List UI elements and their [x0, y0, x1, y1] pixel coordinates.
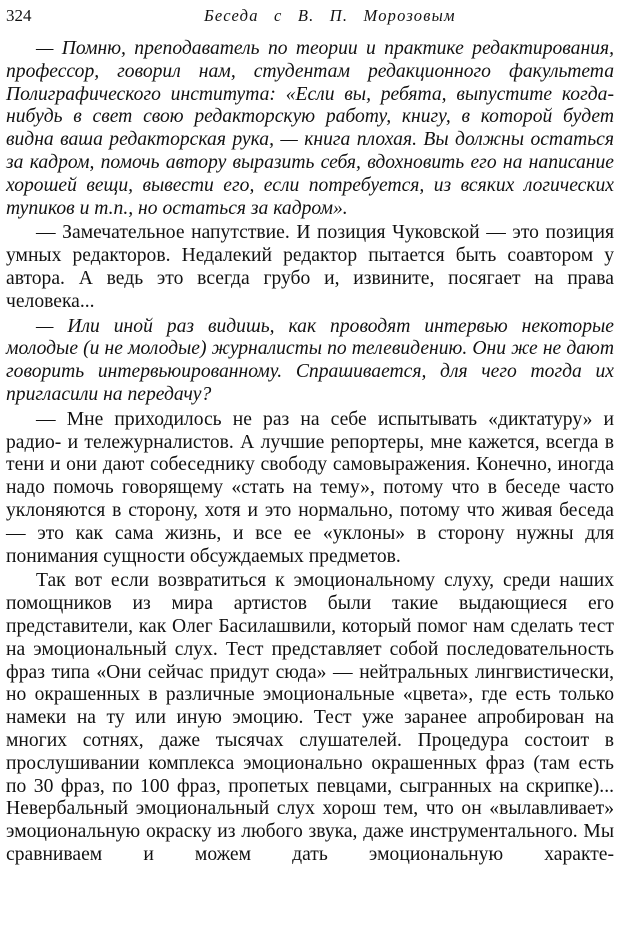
paragraph-question-1: — Помню, преподаватель по теории и практике редактирования, профессор, говорил нам, студентам редакционного факультета Полиграфического института: «Если вы, ребята, выпустите когда-нибудь в свет свою редакторскую работу, книгу, в которой будет видна ваша редакторская рука, — книга плохая. Вы должны остаться за кадром, помочь автору выразить себя, вдохновить его на написание хорошей вещи, вывести его, если потребуется, из всяких логических тупиков и т.п., но остаться за кадром».	[6, 38, 614, 219]
paragraph-answer-2: — Мне приходилось не раз на себе испытывать «диктатуру» и радио- и тележурналистов. А лучшие репортеры, мне кажется, всегда в тени и они дают собеседнику свободу самовыражения. Конечно, иногда надо помочь говорящему «стать на тему», потому что в беседе часто уклоняются в сторону, хотя и это нормально, потому что живая беседа — это как сама жизнь, и все ее «уклоны» в сторону нужны для понимания сущности обсуждаемых предметов.	[6, 408, 614, 567]
page-number: 324	[6, 6, 32, 25]
page-header	[6, 0, 614, 30]
paragraph-answer-3: Так вот если возвратиться к эмоциональному слуху, среди наших помощников из мира артистов были такие выдающиеся его представители, как Олег Басилашвили, который помог нам сделать тест на эмоциональный слух. Тест представляет собой последовательность фраз типа «Они сейчас придут сюда» — нейтральных лингвистически, но окрашенных в различные эмоциональные «цвета», где есть только намеки на ту или иную эмоцию. Тест уже заранее апробирован на многих сотнях, даже тысячах слушателей. Процедура состоит в прослушивании комплекса эмоционально окрашенных фраз (там есть по 30 фраз, по 100 фраз, пропетых певцами, сыгранных на скрипке)... Невербальный эмоциональный слух хорош тем, что он «вылавливает» эмоциональную окраску из любого звука, даже инструментального. Мы сравниваем и можем дать эмоциональную характе-	[6, 570, 614, 865]
running-title: Беседа с В. П. Морозовым	[204, 6, 456, 25]
paragraph-answer-1: — Замечательное напутствие. И позиция Чуковской — это позиция умных редакторов. Недалекий редактор пытается быть соавтором у автора. А ведь это всегда грубо и, извините, посягает на права человека...	[6, 222, 614, 312]
page-body	[6, 38, 614, 867]
paragraph-question-2: — Или иной раз видишь, как проводят интервью некоторые молодые (и не молодые) журналисты по телевидению. Они же не дают говорить интервьюированному. Спрашивается, для чего тогда их пригласили на передачу?	[6, 315, 614, 405]
